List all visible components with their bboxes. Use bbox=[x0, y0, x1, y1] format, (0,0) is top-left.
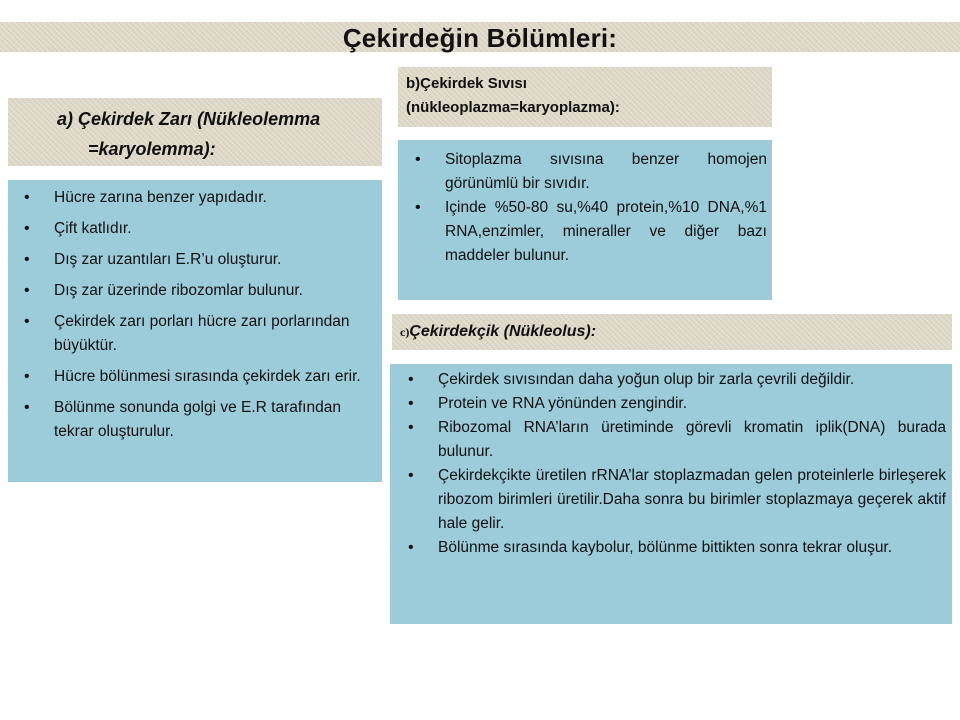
list-item-text: Bölünme sırasında kaybolur, bölünme bittikten sonra tekrar oluşur. bbox=[438, 539, 893, 556]
list-item bbox=[408, 464, 946, 536]
bullet-icon: • bbox=[415, 199, 421, 216]
list-item-text: Sitoplazma sıvısına benzer homojen görünümlü bir sıvıdır. bbox=[445, 151, 767, 192]
bullet-icon: • bbox=[24, 368, 30, 385]
section-a-header-line1: a) Çekirdek Zarı (Nükleolemma bbox=[57, 109, 321, 129]
section-c-header-title: Çekirdekçik (Nükleolus): bbox=[409, 323, 597, 340]
list-item-text: Çekirdek sıvısından daha yoğun olup bir zarla çevrili değildir. bbox=[438, 371, 855, 388]
bullet-icon: • bbox=[24, 189, 30, 206]
list-item-text: Çekirdekçikte üretilen rRNA’lar stoplazmadan gelen proteinlerle birleşerek ribozom birimleri üretilir.Daha sonra bu birimler stoplazmaya geçerek aktif hale gelir. bbox=[438, 467, 946, 532]
section-b-header bbox=[406, 72, 766, 120]
list-item bbox=[24, 279, 374, 303]
bullet-icon: • bbox=[24, 399, 30, 416]
list-item-text: Protein ve RNA yönünden zengindir. bbox=[438, 395, 688, 412]
bullet-icon: • bbox=[24, 313, 30, 330]
list-item-text: Çift katlıdır. bbox=[54, 220, 132, 237]
bullet-icon: • bbox=[24, 251, 30, 268]
bullet-icon: • bbox=[408, 371, 414, 388]
list-item bbox=[24, 186, 374, 210]
list-item bbox=[24, 396, 374, 444]
list-item-text: Dış zar uzantıları E.R’u oluşturur. bbox=[54, 251, 282, 268]
section-a-list bbox=[24, 186, 374, 451]
bullet-icon: • bbox=[408, 539, 414, 556]
list-item-text: Içinde %50-80 su,%40 protein,%10 DNA,%1 RNA,enzimler, mineraller ve diğer bazı maddeler bulunur. bbox=[445, 199, 767, 264]
bullet-icon: • bbox=[24, 282, 30, 299]
page-title: Çekirdeğin Bölümleri: bbox=[342, 23, 618, 53]
section-b-header-line2: (nükleoplazma=karyoplazma): bbox=[406, 99, 620, 116]
list-item bbox=[415, 196, 767, 268]
list-item-text: Çekirdek zarı porları hücre zarı porlarından büyüktür. bbox=[54, 313, 350, 354]
section-a-header-line2: =karyolemma): bbox=[88, 139, 216, 159]
list-item bbox=[408, 368, 946, 392]
list-item-text: Hücre zarına benzer yapıdadır. bbox=[54, 189, 267, 206]
section-c-header-prefix: c) bbox=[400, 325, 410, 339]
list-item-text: Ribozomal RNA’ların üretiminde görevli kromatin iplik(DNA) burada bulunur. bbox=[438, 419, 946, 460]
bullet-icon: • bbox=[408, 395, 414, 412]
section-c-header bbox=[400, 320, 940, 344]
list-item-text: Bölünme sonunda golgi ve E.R tarafından tekrar oluşturulur. bbox=[54, 399, 341, 440]
list-item-text: Dış zar üzerinde ribozomlar bulunur. bbox=[54, 282, 303, 299]
list-item bbox=[24, 248, 374, 272]
bullet-icon: • bbox=[415, 151, 421, 168]
list-item bbox=[415, 148, 767, 196]
list-item bbox=[24, 365, 374, 389]
list-item bbox=[408, 416, 946, 464]
bullet-icon: • bbox=[408, 467, 414, 484]
list-item bbox=[408, 392, 946, 416]
list-item-text: Hücre bölünmesi sırasında çekirdek zarı erir. bbox=[54, 368, 361, 385]
section-a-header bbox=[8, 104, 382, 164]
section-c-list bbox=[408, 368, 946, 560]
bullet-icon: • bbox=[408, 419, 414, 436]
list-item bbox=[24, 310, 374, 358]
section-b-list bbox=[415, 148, 767, 268]
list-item bbox=[24, 217, 374, 241]
list-item bbox=[408, 536, 946, 560]
bullet-icon: • bbox=[24, 220, 30, 237]
section-b-header-line1: b)Çekirdek Sıvısı bbox=[406, 75, 527, 92]
